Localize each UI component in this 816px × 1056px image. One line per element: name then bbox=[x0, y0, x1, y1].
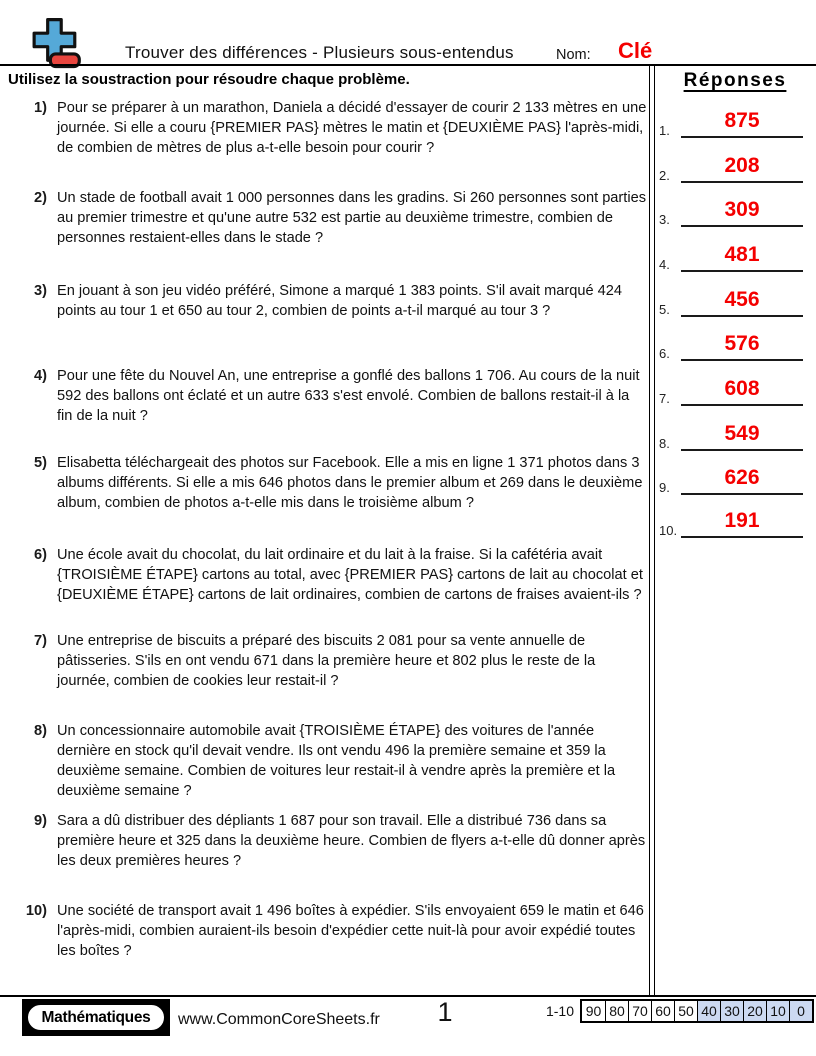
score-range-label: 1-10 bbox=[545, 1003, 574, 1019]
problem-8 bbox=[10, 721, 648, 801]
score-cell: 10 bbox=[766, 1001, 789, 1021]
score-cell: 30 bbox=[720, 1001, 743, 1021]
answer-3 bbox=[653, 189, 811, 227]
score-cell: 80 bbox=[605, 1001, 628, 1021]
header-divider bbox=[0, 64, 816, 66]
answer-value: 456 bbox=[681, 288, 803, 317]
problem-10 bbox=[10, 901, 648, 961]
problem-text: Une école avait du chocolat, du lait ordinaire et du lait à la fraise. Si la cafétéria avait {TROISIÈME ÉTAPE} cartons au total, avec {PREMIER PAS} cartons de lait au chocolat et {DEUXIÈME ÉTAPE} cartons de lait ordinaires, combien de cartons de fraises avaient-ils ? bbox=[57, 547, 643, 603]
answer-7 bbox=[653, 368, 811, 406]
problem-text: Un concessionnaire automobile avait {TROISIÈME ÉTAPE} des voitures de l'année dernière en stock qu'il devait vendre. Ils ont vendu 496 la première semaine et 359 la deuxième semaine. Combien de voitures leur restait-il à vendre après la première et la deuxième semaine ? bbox=[57, 723, 616, 799]
page-title: Trouver des différences - Plusieurs sous-entendus bbox=[125, 43, 514, 62]
answer-8 bbox=[653, 413, 811, 451]
score-cell: 50 bbox=[674, 1001, 697, 1021]
problem-number: 1) bbox=[34, 100, 47, 116]
score-table bbox=[546, 999, 814, 1023]
problem-text: Une société de transport avait 1 496 boîtes à expédier. S'ils envoyaient 659 le matin et 646 l'après-midi, combien auraient-ils besoin d'expédier cette nuit-là pour avoir expédié toutes les boîtes ? bbox=[57, 903, 644, 959]
problem-number: 2) bbox=[34, 190, 47, 206]
score-cell: 0 bbox=[789, 1001, 812, 1021]
problem-2 bbox=[10, 188, 648, 248]
answer-5 bbox=[653, 279, 811, 317]
website-url: www.CommonCoreSheets.fr bbox=[178, 1011, 380, 1028]
answer-4 bbox=[653, 234, 811, 272]
answer-value: 208 bbox=[681, 154, 803, 183]
score-cell: 60 bbox=[651, 1001, 674, 1021]
answer-2 bbox=[653, 145, 811, 183]
answer-value: 875 bbox=[681, 109, 803, 138]
score-cell: 90 bbox=[582, 1001, 605, 1021]
problem-7 bbox=[10, 631, 648, 691]
problem-number: 5) bbox=[34, 455, 47, 471]
brand-label: Mathématiques bbox=[26, 1003, 166, 1032]
problem-text: Pour une fête du Nouvel An, une entreprise a gonflé des ballons 1 706. Au cours de la nuit 592 des ballons ont éclaté et un autre 633 s'est envolé. Combien de ballons restait-il à la fin de la nuit ? bbox=[57, 368, 640, 424]
score-cell: 40 bbox=[697, 1001, 720, 1021]
answer-number: 8. bbox=[659, 436, 670, 451]
answer-value: 481 bbox=[681, 243, 803, 272]
problem-number: 7) bbox=[34, 633, 47, 649]
problem-text: Un stade de football avait 1 000 personnes dans les gradins. Si 260 personnes sont parties au premier trimestre et qu'une autre 532 est partie au deuxième trimestre, combien de personnes restaient-elles dans le stade ? bbox=[57, 190, 646, 246]
answer-number: 10. bbox=[659, 523, 678, 538]
problem-5 bbox=[10, 453, 648, 513]
answer-9 bbox=[653, 457, 811, 495]
problem-6 bbox=[10, 545, 648, 605]
answer-1 bbox=[653, 100, 811, 138]
answer-10 bbox=[653, 500, 811, 538]
score-cell: 70 bbox=[628, 1001, 651, 1021]
answer-value: 626 bbox=[681, 466, 803, 495]
answer-number: 6. bbox=[659, 346, 670, 361]
answer-number: 5. bbox=[659, 302, 670, 317]
name-label: Nom: bbox=[556, 47, 591, 63]
answer-number: 3. bbox=[659, 212, 670, 227]
problem-text: Sara a dû distribuer des dépliants 1 687 pour son travail. Elle a distribué 736 dans sa première heure et 325 dans la deuxième heure. Combien de flyers a-t-elle dû donner après les deux premières heures ? bbox=[57, 813, 646, 869]
problem-4 bbox=[10, 366, 648, 426]
answer-value: 191 bbox=[681, 509, 803, 538]
problem-text: Pour se préparer à un marathon, Daniela a décidé d'essayer de courir 2 133 mètres en une journée. Si elle a couru {PREMIER PAS} mètres le matin et {DEUXIÈME PAS} l'après-midi, de combien de mètres de plus a-t-elle besoin pour courir ? bbox=[57, 100, 647, 156]
answer-value: 608 bbox=[681, 377, 803, 406]
problem-number: 10) bbox=[25, 903, 47, 919]
score-cells bbox=[580, 999, 814, 1023]
answer-number: 2. bbox=[659, 168, 670, 183]
problem-number: 8) bbox=[34, 723, 47, 739]
page-number: 1 bbox=[437, 997, 453, 1027]
problem-3 bbox=[10, 281, 648, 321]
problem-text: En jouant à son jeu vidéo préféré, Simone a marqué 1 383 points. S'il avait marqué 424 points au tour 1 et 650 au tour 2, combien de points a-t-il marqué au tour 3 ? bbox=[57, 283, 622, 319]
answer-value: 309 bbox=[681, 198, 803, 227]
score-cell: 20 bbox=[743, 1001, 766, 1021]
instruction-text: Utilisez la soustraction pour résoudre chaque problème. bbox=[8, 71, 410, 88]
problem-text: Elisabetta téléchargeait des photos sur Facebook. Elle a mis en ligne 1 371 photos dans 3 albums différents. Si elle a mis 646 photos dans le premier album et 269 dans le deuxième album, combien de photos a-t-elle mis dans le troisième album ? bbox=[57, 455, 643, 511]
answer-value: 576 bbox=[681, 332, 803, 361]
answers-title: Réponses bbox=[683, 70, 787, 91]
problem-number: 4) bbox=[34, 368, 47, 384]
answer-6 bbox=[653, 323, 811, 361]
name-value: Clé bbox=[618, 38, 653, 63]
problem-text: Une entreprise de biscuits a préparé des biscuits 2 081 pour sa vente annuelle de pâtisseries. S'ils en ont vendu 671 dans la première heure et 802 plus le reste de la journée, combien de cookies leur restait-il ? bbox=[57, 633, 596, 689]
problem-number: 3) bbox=[34, 283, 47, 299]
brand-badge bbox=[22, 999, 170, 1036]
answer-number: 7. bbox=[659, 391, 670, 406]
problem-number: 9) bbox=[34, 813, 47, 829]
answer-number: 9. bbox=[659, 480, 670, 495]
answer-number: 4. bbox=[659, 257, 670, 272]
answer-number: 1. bbox=[659, 123, 670, 138]
problem-number: 6) bbox=[34, 547, 47, 563]
answer-value: 549 bbox=[681, 422, 803, 451]
problem-1 bbox=[10, 98, 648, 158]
problem-9 bbox=[10, 811, 648, 871]
